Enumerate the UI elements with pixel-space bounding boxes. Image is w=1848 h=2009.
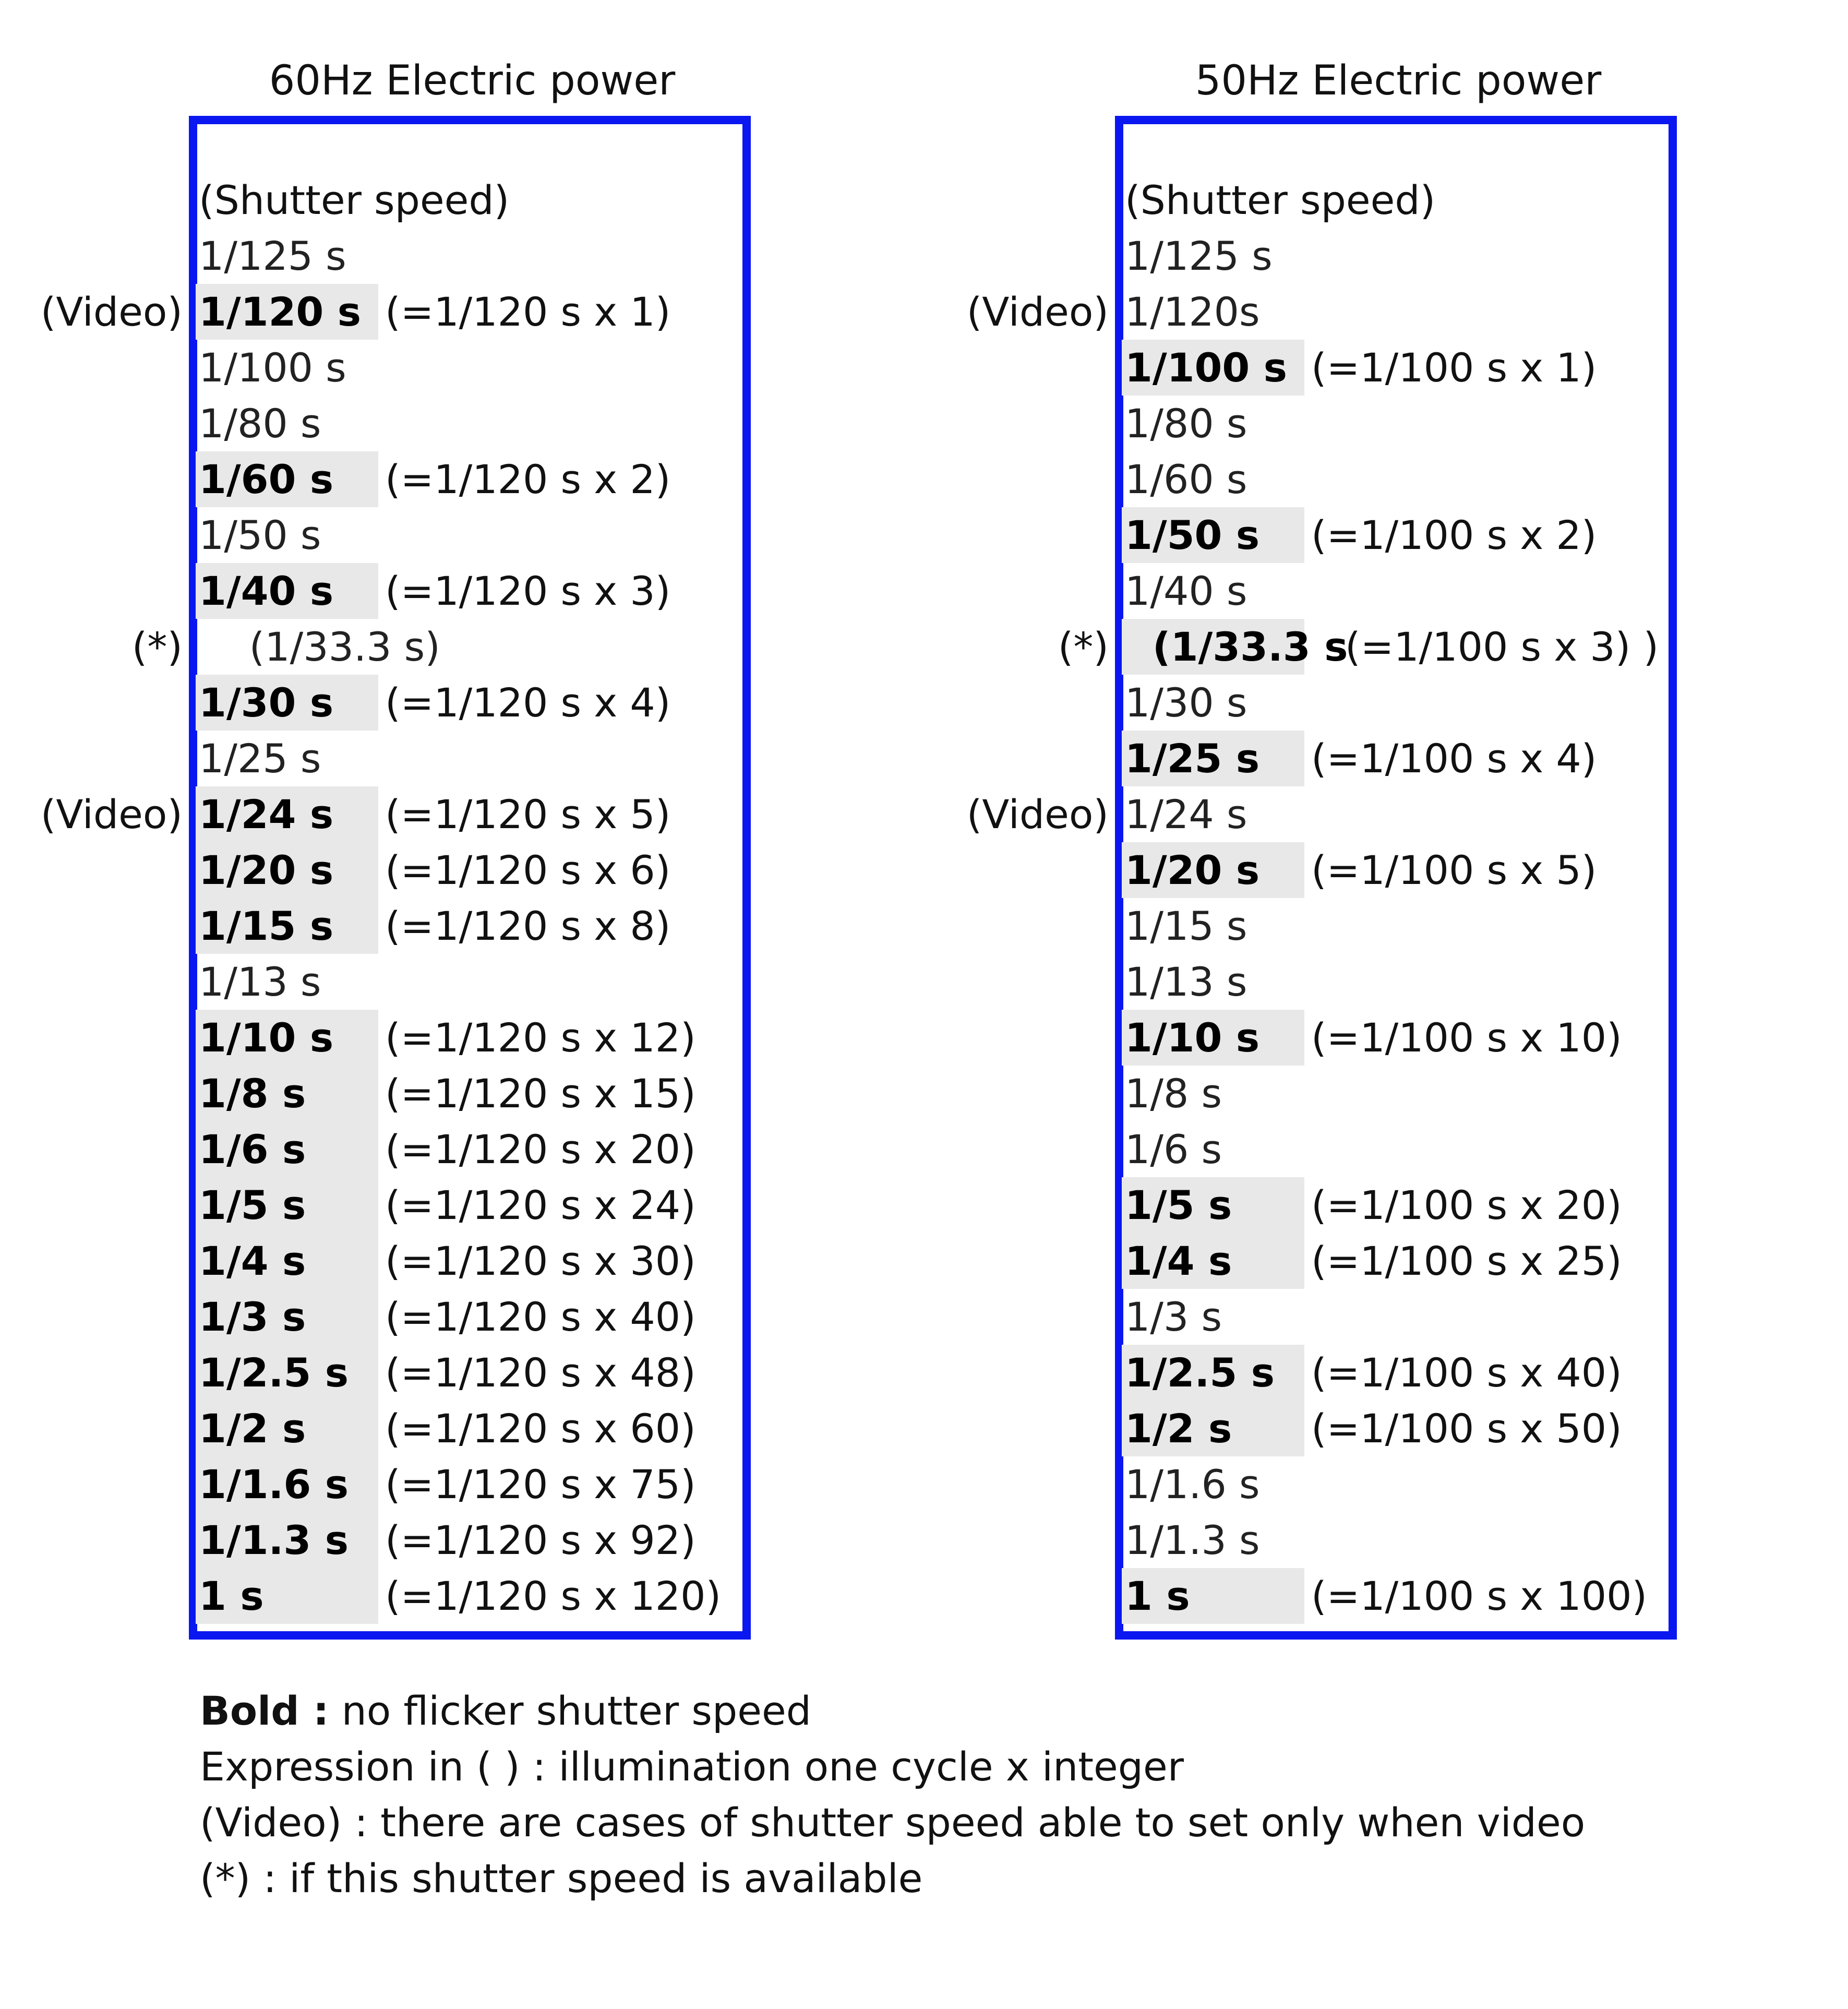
cycle-expression: (=1/120 s x 30) [385, 1238, 696, 1284]
shutter-speed: 1/125 s [1125, 233, 1273, 279]
no-flicker-speed: 1/2 s [1122, 1401, 1304, 1456]
shutter-speed: 1/100 s [199, 344, 346, 391]
cycle-expression: (=1/100 s x 5) [1311, 847, 1597, 893]
cycle-expression: (=1/100 s x 40) [1311, 1349, 1622, 1396]
shutter-speed: 1/40 s [1125, 568, 1247, 614]
cycle-expression: (=1/120 s x 24) [385, 1182, 696, 1228]
shutter-speed: 1/25 s [199, 735, 321, 782]
shutter-speed: 1/8 s [1125, 1070, 1222, 1117]
row-note [0, 451, 183, 507]
no-flicker-speed: 1 s [196, 1568, 378, 1624]
cycle-expression: (=1/120 s x 6) [385, 847, 671, 893]
row-note: (*) [1058, 624, 1109, 670]
cycle-expression: (=1/120 s x 20) [385, 1126, 696, 1173]
row-note [926, 396, 1109, 451]
shutter-header-label: (Shutter speed) [1125, 177, 1436, 223]
cycle-expression: (=1/120 s x 2) [385, 456, 671, 503]
shutter-speed: 1/60 s [1125, 456, 1247, 503]
shutter-speed: 1/1.3 s [1125, 1517, 1260, 1563]
no-flicker-speed: 1/50 s [1122, 507, 1304, 563]
cycle-expression: (=1/120 s x 1) [385, 289, 671, 335]
cycle-expression: (=1/120 s x 60) [385, 1405, 696, 1452]
row-note [0, 1568, 183, 1624]
shutter-speed: 1/125 s [199, 233, 346, 279]
shutter-speed: (1/33.3 s) [199, 624, 440, 670]
cycle-expression: (=1/120 s x 12) [385, 1014, 696, 1061]
no-flicker-speed: 1/3 s [196, 1289, 378, 1345]
row-note [0, 1066, 183, 1121]
legend-star-line: (*) : if this shutter speed is available [200, 1855, 923, 1902]
no-flicker-speed: 1/20 s [196, 842, 378, 898]
row-note [0, 898, 183, 954]
row-note [0, 1010, 183, 1066]
no-flicker-speed: 1/60 s [196, 451, 378, 507]
no-flicker-speed: 1/25 s [1122, 731, 1304, 786]
no-flicker-speed: 1/6 s [196, 1121, 378, 1177]
row-note [0, 340, 183, 396]
cycle-expression: (=1/120 s x 4) [385, 679, 671, 726]
row-note [926, 1121, 1109, 1177]
row-note: (*) [131, 624, 183, 670]
cycle-expression: (=1/100 s x 50) [1311, 1405, 1622, 1452]
row-note [926, 563, 1109, 619]
cycle-expression: (=1/120 s x 15) [385, 1070, 696, 1117]
row-note [0, 396, 183, 451]
shutter-speed: 1/50 s [199, 512, 321, 558]
row-note [0, 1177, 183, 1233]
shutter-speed: 1/15 s [1125, 903, 1247, 949]
legend-bold-label: Bold : [200, 1688, 329, 1734]
shutter-speed: 1/120s [1125, 289, 1260, 335]
no-flicker-speed: 1/120 s [196, 284, 378, 340]
row-note [0, 731, 183, 786]
cycle-expression: (=1/120 s x 3) [385, 568, 671, 614]
no-flicker-speed: 1/5 s [1122, 1177, 1304, 1233]
row-note [0, 1233, 183, 1289]
shutter-header-label: (Shutter speed) [199, 177, 510, 223]
row-note [0, 228, 183, 284]
row-note: (Video) [966, 791, 1109, 838]
row-note [926, 1401, 1109, 1456]
no-flicker-speed: 1/100 s [1122, 340, 1304, 396]
cycle-expression: (=1/120 s x 92) [385, 1517, 696, 1563]
row-note [0, 563, 183, 619]
no-flicker-speed: 1/24 s [196, 786, 378, 842]
cycle-expression: (=1/100 s x 3) ) [1345, 624, 1659, 670]
row-note [926, 1456, 1109, 1512]
row-note [926, 451, 1109, 507]
row-note [926, 340, 1109, 396]
row-note [926, 898, 1109, 954]
row-note [926, 675, 1109, 731]
shutter-speed: 1/30 s [1125, 679, 1247, 726]
row-note [926, 1010, 1109, 1066]
cycle-expression: (=1/120 s x 40) [385, 1294, 696, 1340]
legend-expression-line: Expression in ( ) : illumination one cycle x integer [200, 1743, 1184, 1790]
no-flicker-speed: 1/4 s [196, 1233, 378, 1289]
shutter-speed: 1/24 s [1125, 791, 1247, 838]
shutter-speed: 1/80 s [1125, 400, 1247, 447]
row-note [926, 1512, 1109, 1568]
cycle-expression: (=1/100 s x 4) [1311, 735, 1597, 782]
legend-bold-text: no flicker shutter speed [329, 1688, 811, 1734]
cycle-expression: (=1/120 s x 48) [385, 1349, 696, 1396]
cycle-expression: (=1/100 s x 10) [1311, 1014, 1622, 1061]
legend [200, 1683, 1585, 1906]
row-note: (Video) [40, 289, 183, 335]
no-flicker-speed: 1/1.3 s [196, 1512, 378, 1568]
no-flicker-speed: 1/4 s [1122, 1233, 1304, 1289]
row-note [0, 1345, 183, 1401]
no-flicker-speed: 1/1.6 s [196, 1456, 378, 1512]
cycle-expression: (=1/100 s x 20) [1311, 1182, 1622, 1228]
row-note [0, 675, 183, 731]
no-flicker-speed: 1/40 s [196, 563, 378, 619]
row-note [926, 954, 1109, 1010]
row-note [926, 731, 1109, 786]
row-note [0, 1289, 183, 1345]
row-note [0, 507, 183, 563]
no-flicker-speed: 1/10 s [1122, 1010, 1304, 1066]
row-note [0, 1401, 183, 1456]
shutter-speed: 1/1.6 s [1125, 1461, 1260, 1508]
row-note [926, 507, 1109, 563]
no-flicker-speed: 1 s [1122, 1568, 1304, 1624]
cycle-expression: (=1/120 s x 5) [385, 791, 671, 838]
no-flicker-speed: 1/30 s [196, 675, 378, 731]
row-note [926, 1066, 1109, 1121]
title-60hz: 60Hz Electric power [269, 57, 676, 104]
row-note [926, 1233, 1109, 1289]
no-flicker-speed: 1/20 s [1122, 842, 1304, 898]
shutter-speed: 1/80 s [199, 400, 321, 447]
cycle-expression: (=1/100 s x 1) [1311, 344, 1597, 391]
row-note [926, 1568, 1109, 1624]
no-flicker-speed: 1/2 s [196, 1401, 378, 1456]
row-note: (Video) [40, 791, 183, 838]
title-50hz: 50Hz Electric power [1195, 57, 1602, 104]
row-note [926, 1289, 1109, 1345]
cycle-expression: (=1/100 s x 25) [1311, 1238, 1622, 1284]
cycle-expression: (=1/120 s x 8) [385, 903, 671, 949]
no-flicker-speed: 1/15 s [196, 898, 378, 954]
row-note [0, 1512, 183, 1568]
row-note [0, 1121, 183, 1177]
no-flicker-speed: 1/10 s [196, 1010, 378, 1066]
legend-bold-line [200, 1683, 1585, 1739]
no-flicker-speed: 1/2.5 s [196, 1345, 378, 1401]
shutter-speed: 1/13 s [1125, 959, 1247, 1005]
shutter-speed: 1/6 s [1125, 1126, 1222, 1173]
row-note [926, 228, 1109, 284]
cycle-expression: (=1/120 s x 120) [385, 1573, 722, 1619]
no-flicker-speed: 1/5 s [196, 1177, 378, 1233]
row-note [926, 1345, 1109, 1401]
cycle-expression: (=1/100 s x 2) [1311, 512, 1597, 558]
row-note [0, 842, 183, 898]
no-flicker-speed: (1/33.3 s [1122, 619, 1304, 675]
row-note [926, 842, 1109, 898]
legend-video-line: (Video) : there are cases of shutter speed able to set only when video [200, 1799, 1586, 1846]
shutter-speed: 1/3 s [1125, 1294, 1222, 1340]
cycle-expression: (=1/120 s x 75) [385, 1461, 696, 1508]
cycle-expression: (=1/100 s x 100) [1311, 1573, 1648, 1619]
row-note [0, 1456, 183, 1512]
shutter-speed: 1/13 s [199, 959, 321, 1005]
row-note [0, 954, 183, 1010]
row-note: (Video) [966, 289, 1109, 335]
no-flicker-speed: 1/2.5 s [1122, 1345, 1304, 1401]
no-flicker-speed: 1/8 s [196, 1066, 378, 1121]
row-note [926, 1177, 1109, 1233]
